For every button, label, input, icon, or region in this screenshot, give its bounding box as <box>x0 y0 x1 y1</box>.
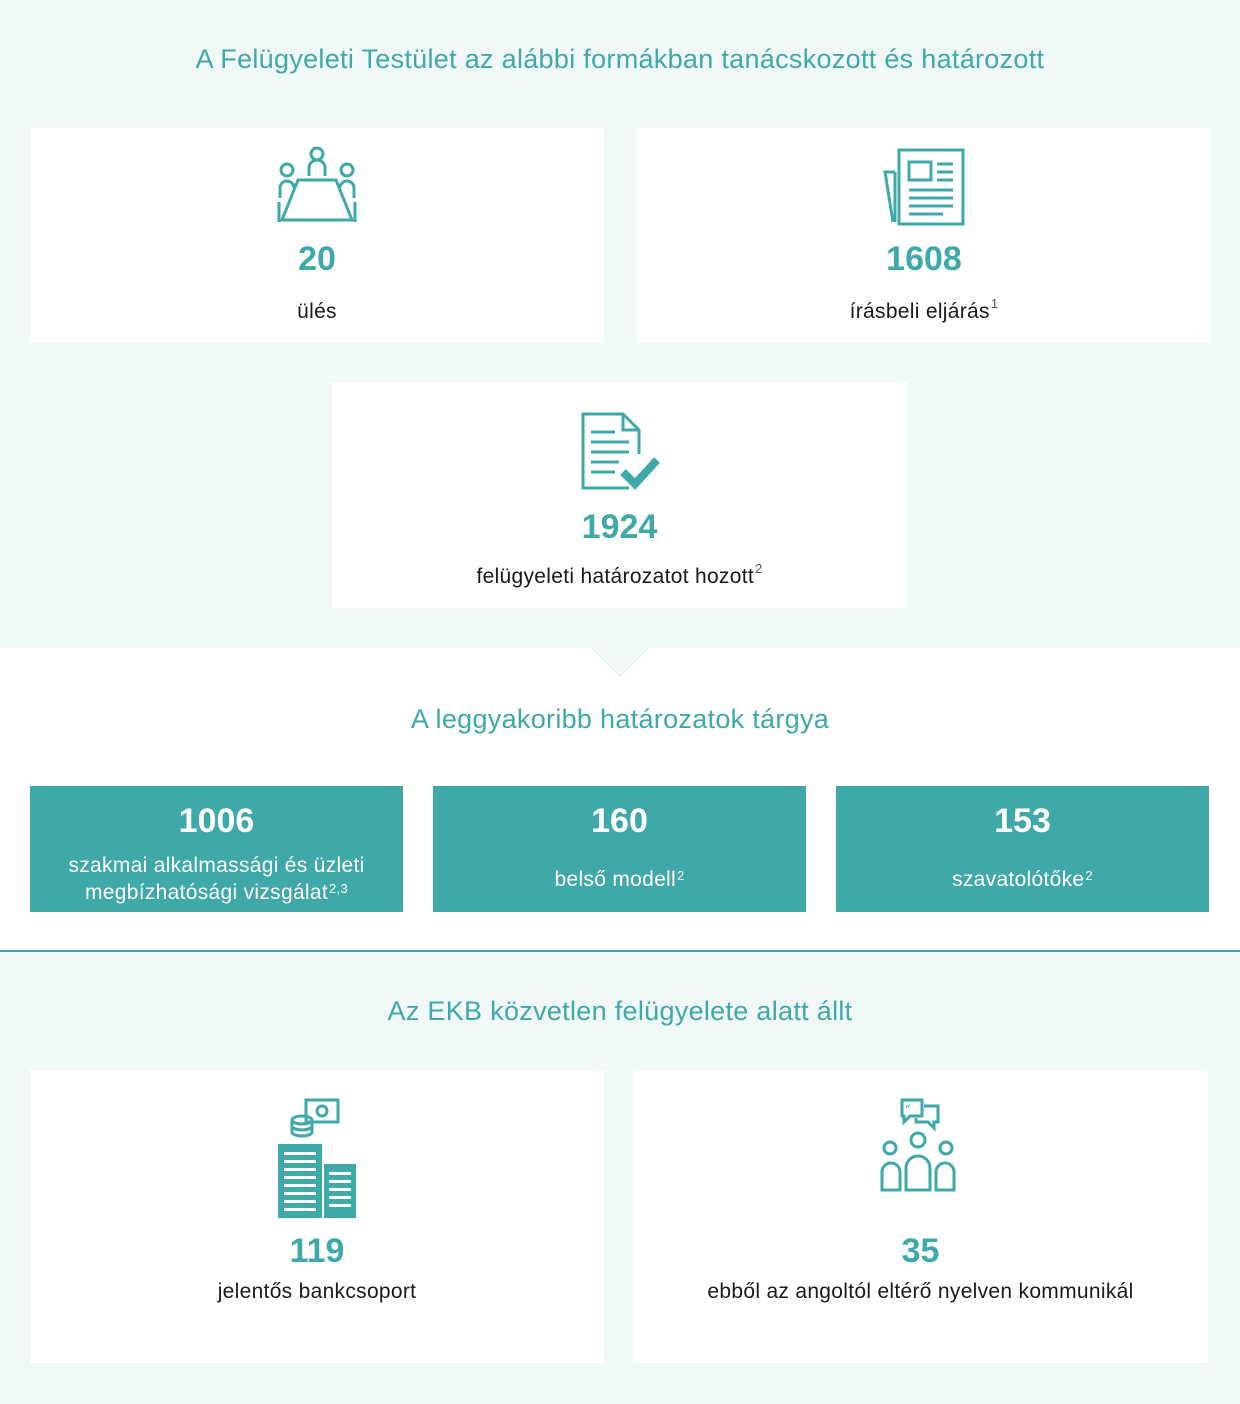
tile-own-funds <box>836 786 1209 912</box>
card-decisions-adopted <box>332 382 907 608</box>
significant-groups-count: 119 <box>289 1232 345 1270</box>
non-english-count: 35 <box>901 1232 940 1270</box>
own-funds-count: 153 <box>994 802 1051 840</box>
documents-icon <box>883 146 965 226</box>
internal-model-label: belső modell$^2$ <box>554 868 685 891</box>
written-procedures-count: 1608 <box>886 240 962 278</box>
section3-title: Az EKB közvetlen felügyelete alatt állt <box>387 996 853 1026</box>
fit-and-proper-count: 1006 <box>178 802 255 840</box>
own-funds-label: szavatolótőke$^2$ <box>952 868 1093 891</box>
svg-text:“: “ <box>904 1103 911 1116</box>
meetings-count: 20 <box>298 240 336 278</box>
fit-and-proper-label-line1: szakmai alkalmassági és üzleti <box>68 854 365 877</box>
non-english-label: ebből az angoltól eltérő nyelven kommunikál <box>707 1280 1134 1303</box>
tile-fit-and-proper <box>30 786 403 912</box>
section1-title: A Felügyeleti Testület az alábbi formákban tanácskozott és határozott <box>195 44 1045 74</box>
internal-model-count: 160 <box>591 802 648 840</box>
tile-internal-model <box>433 786 806 912</box>
decisions-label: felügyeleti határozatot hozott$^2$ <box>476 561 763 588</box>
meeting-table-icon <box>276 146 358 226</box>
card-written-procedures <box>637 128 1211 343</box>
card-meetings <box>30 128 604 343</box>
document-check-icon <box>579 410 661 492</box>
people-speech-icon <box>880 1098 962 1192</box>
written-procedures-label: írásbeli eljárás$^1$ <box>849 296 999 323</box>
card-non-english <box>633 1070 1208 1363</box>
bank-buildings-icon <box>276 1098 358 1220</box>
fit-and-proper-label-line2: megbízhatósági vizsgálat$^{2,3}$ <box>85 881 348 904</box>
meetings-label: ülés <box>297 300 337 323</box>
section-divider-arrow <box>591 647 649 676</box>
card-significant-groups <box>30 1070 604 1363</box>
significant-groups-label: jelentős bankcsoport <box>217 1280 417 1303</box>
decisions-count: 1924 <box>581 508 658 546</box>
section2-title: A leggyakoribb határozatok tárgya <box>410 704 830 734</box>
